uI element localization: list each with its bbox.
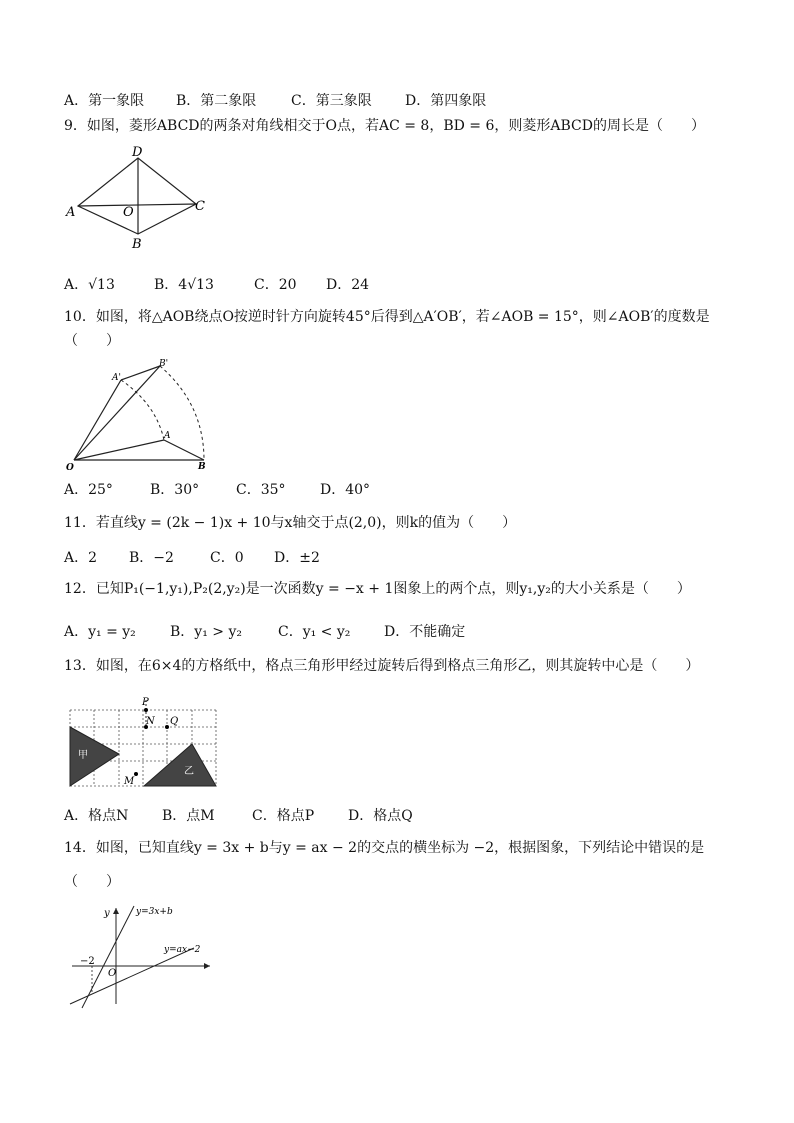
q13-label-q: Q (170, 716, 179, 727)
q13-label-yi: 乙 (184, 766, 194, 777)
q14-graph-figure (64, 900, 224, 1012)
q9-option-b: B．4√13 (154, 277, 214, 293)
q13-label-m: M (124, 776, 135, 787)
q14-label-neg2: −2 (80, 956, 95, 967)
q12-stem: 12．已知P₁(−1,y₁),P₂(2,y₂)是一次函数y = −x + 1图象上的两个点，则y₁,y₂的大小关系是（ ） (64, 581, 691, 597)
q9-label-d: D (132, 145, 143, 160)
q9-stem: 9．如图，菱形ABCD的两条对角线相交于O点，若AC = 8，BD = 6，则菱形ABCD的周长是（ ） (64, 118, 705, 134)
q13-option-c: C．格点P (252, 808, 315, 824)
q10-label-b: B (198, 462, 206, 472)
q9-label-a: A (66, 205, 76, 220)
q8-option-c: C．第三象限 (291, 93, 372, 109)
q10-option-d: D．40° (320, 482, 371, 498)
q8-option-d: D．第四象限 (405, 93, 487, 109)
q8-options (64, 91, 486, 111)
q12-option-d: D．不能确定 (384, 624, 466, 640)
q13-option-a: A．格点N (64, 808, 129, 824)
q13-label-jia: 甲 (78, 750, 88, 761)
q9-options (64, 275, 369, 295)
q10-stem-line1: 10．如图，将△AOB绕点O按逆时针方向旋转45°后得到△A′OB′，若∠AOB = 15°，则∠AOB′的度数是 (64, 309, 710, 325)
q8-option-b: B．第二象限 (176, 93, 257, 109)
q10-label-b1: B' (159, 359, 169, 369)
q10-label-o: O (66, 463, 74, 472)
q10-label-a: A (164, 431, 171, 441)
q11-option-b: B．−2 (129, 550, 174, 566)
q14-stem-line2: （ ） (64, 874, 120, 890)
q9-label-c: C (195, 199, 205, 214)
q9-option-a: A．√13 (64, 277, 115, 293)
q13-label-n: N (146, 716, 155, 727)
q14-label-line2: y=ax−2 (164, 945, 201, 955)
q11-options (64, 548, 320, 568)
q9-label-b: B (132, 237, 142, 252)
q12-option-a: A．y₁ = y₂ (64, 624, 136, 640)
q13-label-p: P (142, 697, 149, 708)
q11-option-a: A．2 (64, 550, 98, 566)
q14-label-line1: y=3x+b (136, 907, 173, 917)
q13-grid-figure (64, 692, 224, 796)
q12-options (64, 622, 465, 642)
q12-option-b: B．y₁ > y₂ (170, 624, 242, 640)
q10-rotation-figure (64, 356, 224, 472)
q11-option-d: D．±2 (274, 550, 320, 566)
q10-option-b: B．30° (150, 482, 200, 498)
q11-option-c: C．0 (210, 550, 244, 566)
q10-options (64, 480, 370, 500)
q14-stem-line1: 14．如图，已知直线y = 3x + b与y = ax − 2的交点的横坐标为 −2，根据图象，下列结论中错误的是 (64, 840, 705, 856)
q9-option-c: C．20 (254, 277, 297, 293)
q12-option-c: C．y₁ < y₂ (278, 624, 351, 640)
q14-label-y: y (104, 908, 110, 919)
q14-label-o: O (108, 968, 117, 979)
q9-option-d: D．24 (326, 277, 370, 293)
q10-stem-line2: （ ） (64, 333, 120, 349)
q13-stem: 13．如图，在6×4的方格纸中，格点三角形甲经过旋转后得到格点三角形乙，则其旋转中心是（ ） (64, 658, 700, 674)
q11-stem: 11．若直线y = (2k − 1)x + 10与x轴交于点(2,0)，则k的值为（ ） (64, 515, 517, 531)
q13-option-d: D．格点Q (348, 808, 413, 824)
q8-option-a: A．第一象限 (64, 93, 145, 109)
q10-label-a1: A' (112, 373, 121, 383)
q10-option-c: C．35° (236, 482, 286, 498)
q9-rhombus-figure (62, 144, 222, 252)
q10-option-a: A．25° (64, 482, 113, 498)
q13-options (64, 806, 413, 826)
q9-label-o: O (123, 205, 134, 220)
q13-option-b: B．点M (162, 808, 215, 824)
